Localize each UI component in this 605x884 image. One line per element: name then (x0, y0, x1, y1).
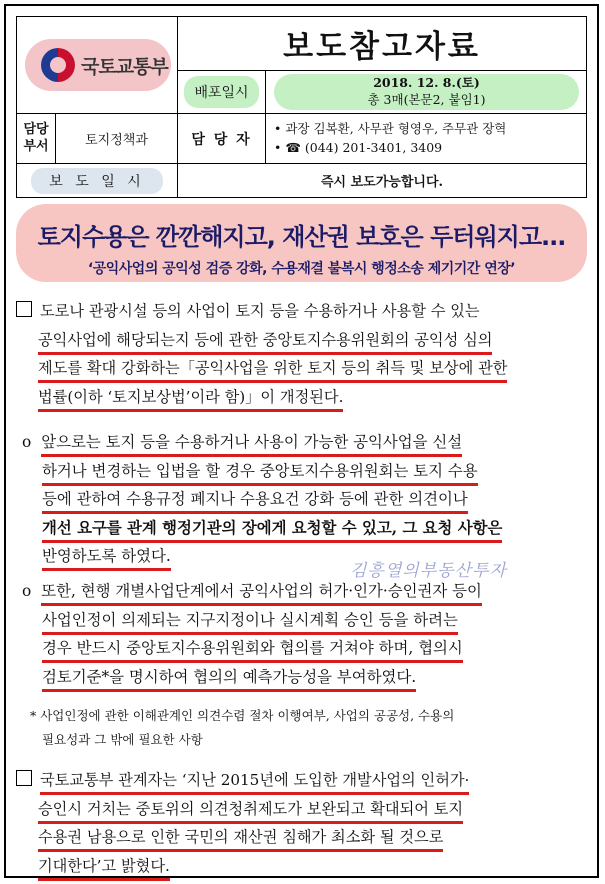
department-label: 담당 부서 (16, 114, 56, 164)
department-name: 토지정책과 (56, 114, 178, 164)
p4-line4: 기대한다’고 밝혔다. (38, 854, 170, 881)
distribution-label: 배포일시 (184, 76, 258, 108)
p1-line1: 도로나 관광시설 등의 사업이 토지 등을 수용하거나 사용할 수 있는 (40, 302, 480, 320)
contact-label: 담 당 자 (178, 114, 266, 164)
p1-line2: 공익사업에 해당되는지 등에 관한 중앙토지수용위원회의 공익성 심의 (38, 328, 492, 355)
paragraph-4 (16, 766, 591, 880)
contact-phone: • ☎ (044) 201-3401, 3409 (274, 140, 443, 155)
headline-subtitle: ‘공익사업의 공익성 검증 강화, 수용재결 불복시 행정소송 제기기간 연장’ (87, 261, 516, 277)
p2-line2: 하거나 변경하는 입법을 할 경우 중앙토지수용위원회는 토지 수용 (42, 459, 478, 486)
distribution-date: 2018. 12. 8.(토) (373, 75, 480, 90)
p2-line5: 반영하도록 하였다. (42, 544, 171, 571)
p1-line3: 제도를 확대 강화하는「공익사업을 위한 토지 등의 취득 및 보상에 관한 (38, 356, 507, 383)
circle-bullet-icon: o (22, 433, 32, 451)
watermark-text: 김흥열의부동산투자 (350, 561, 507, 581)
distribution-pages: 총 3매(본문2, 붙임1) (367, 92, 486, 107)
p1-line4: 법률(이하 ‘토지보상법’이라 함)」이 개정된다. (38, 385, 343, 412)
press-header-table (16, 16, 587, 198)
p3-line3: 경우 반드시 중앙토지수용위원회와 협의를 거쳐야 하며, 협의시 (42, 636, 463, 663)
taegeuk-icon (41, 48, 75, 82)
p4-line1: 국토교통부 관계자는 ‘지난 2015년에 도입한 개발사업의 인허가· (40, 768, 469, 795)
p3-line4: 검토기준*을 명시하여 협의의 예측가능성을 부여하였다. (42, 665, 416, 692)
ministry-name: 국토교통부 (81, 55, 168, 78)
distribution-info-cell (266, 71, 587, 114)
footnote (30, 704, 590, 752)
square-bullet-icon (16, 770, 32, 786)
p3-line1: 또한, 현행 개별사업단계에서 공익사업의 허가·인가·승인권자 등이 (41, 579, 482, 606)
release-label: 보 도 일 시 (31, 168, 162, 194)
ministry-logo (25, 39, 171, 91)
release-label-cell (16, 164, 178, 198)
paragraph-3 (22, 577, 592, 691)
paragraph-1 (16, 297, 591, 411)
paragraph-2 (22, 428, 592, 571)
p2-line4: 개선 요구를 관계 행정기관의 장에게 요청할 수 있고, 그 요청 사항은 (42, 516, 502, 543)
p4-line3: 수용권 남용으로 인한 국민의 재산권 침해가 최소화 될 것으로 (38, 825, 443, 852)
p3-line2: 사업인정이 의제되는 지구지정이나 실시계획 승인 등을 하려는 (42, 608, 458, 635)
contact-staff: • 과장 김복환, 사무관 형영우, 주무관 장혁 (274, 121, 507, 136)
contact-info (266, 114, 587, 164)
p2-line3: 등에 관하여 수용규정 폐지나 수용요건 강화 등에 관한 의견이나 (42, 487, 468, 514)
note-line2: 필요성과 그 밖에 필요한 사항 (42, 732, 203, 747)
headline-banner (16, 204, 587, 282)
headline-title: 토지수용은 깐깐해지고, 재산권 보호은 두터워지고... (37, 223, 566, 251)
distribution-info (274, 74, 579, 110)
note-line1: * 사업인정에 관한 이해관계인 의견수렴 절차 이행여부, 사업의 공공성, 수용의 (30, 708, 455, 723)
distribution-label-cell (178, 71, 266, 114)
release-info: 즉시 보도가능합니다. (178, 164, 587, 198)
p2-line1: 앞으로는 토지 등을 수용하거나 사용이 가능한 공익사업을 신설 (41, 430, 462, 457)
circle-bullet-icon: o (22, 582, 32, 600)
ministry-logo-cell (16, 16, 178, 114)
square-bullet-icon (16, 301, 32, 317)
doc-type-title: 보도참고자료 (178, 16, 587, 71)
p4-line2: 승인시 거치는 중토위의 의견청취제도가 보완되고 확대되어 토지 (38, 797, 463, 824)
